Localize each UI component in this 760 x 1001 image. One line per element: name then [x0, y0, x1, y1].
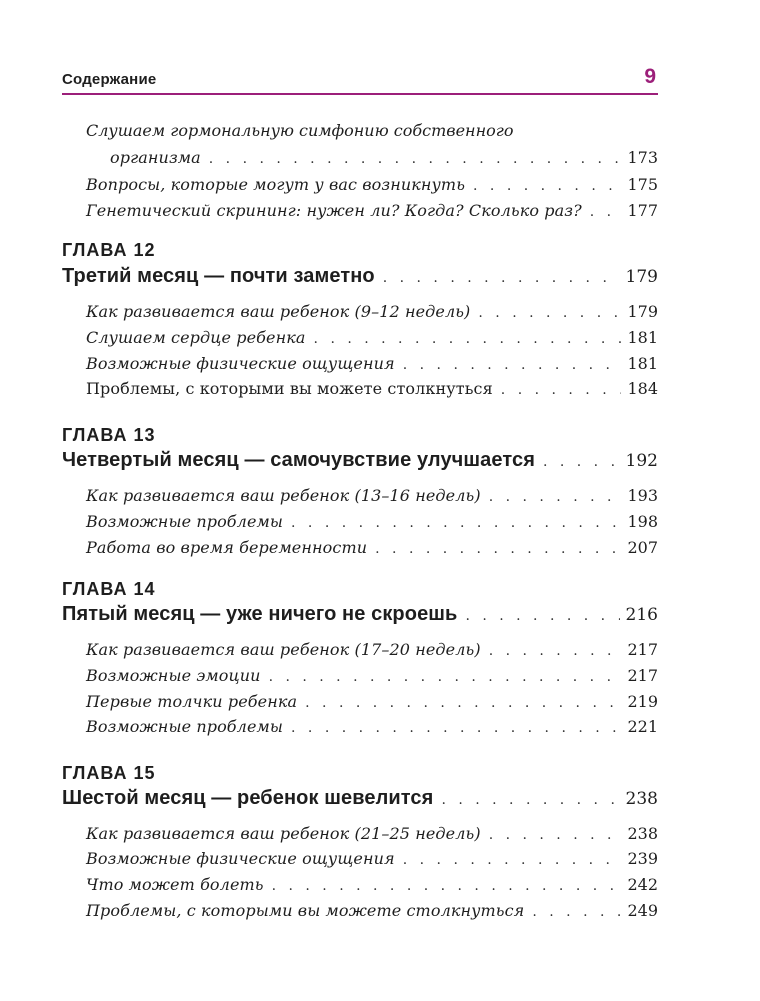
chapter-label: ГЛАВА 14	[62, 579, 156, 599]
toc-entry-title: Что может болеть	[86, 875, 264, 894]
dot-leader	[403, 852, 622, 868]
toc-entry-title: Возможные проблемы	[86, 717, 284, 736]
toc-entry-title: Слушаем сердце ребенка	[86, 328, 306, 347]
dot-leader	[465, 608, 619, 624]
chapter-label: ГЛАВА 12	[62, 240, 156, 260]
dot-leader	[489, 827, 622, 843]
chapter-page: 179	[625, 267, 658, 287]
dot-leader	[375, 541, 621, 557]
toc-entry-title: Проблемы, с которыми вы можете столкнуться	[86, 379, 493, 398]
toc-entry	[86, 717, 658, 736]
chapter-title: Шестой месяц — ребенок шевелится	[62, 787, 434, 809]
chapter-title: Третий месяц — почти заметно	[62, 265, 375, 287]
dot-leader	[305, 695, 621, 711]
toc-entry-title: Проблемы, с которыми вы можете столкнуться	[86, 901, 525, 920]
toc-entry-title: Вопросы, которые могут у вас возникнуть	[86, 175, 466, 194]
toc-entry	[86, 849, 658, 868]
toc-entry-title: Возможные эмоции	[86, 666, 261, 685]
chapter-title: Четвертый месяц — самочувствие улучшается	[62, 449, 535, 471]
toc-entry-title: Как развивается ваш ребенок (21–25 недель)	[86, 824, 481, 843]
toc-entry-page: 179	[627, 302, 658, 321]
chapter-heading	[62, 603, 658, 626]
toc-entry	[86, 175, 658, 194]
dot-leader	[543, 454, 620, 470]
chapter-label: ГЛАВА 15	[62, 763, 156, 783]
toc-entry-page: 221	[627, 717, 658, 736]
dot-leader	[291, 720, 621, 736]
toc-entry	[86, 486, 658, 505]
toc-entry-title: организма	[110, 148, 201, 167]
toc-entry	[86, 640, 658, 659]
chapter-title: Пятый месяц — уже ничего не скроешь	[62, 603, 458, 625]
chapter-heading	[62, 787, 658, 810]
dot-leader	[532, 904, 621, 920]
dot-leader	[501, 382, 622, 398]
toc-entry-page: 217	[627, 640, 658, 659]
dot-leader	[590, 204, 622, 220]
chapter-page: 216	[625, 605, 658, 625]
toc-entry-page: 217	[627, 666, 658, 685]
toc-entry-title: Первые толчки ребенка	[86, 692, 298, 711]
dot-leader	[291, 515, 621, 531]
header-rule	[62, 93, 658, 95]
dot-leader	[403, 357, 622, 373]
toc-entry	[86, 302, 658, 321]
dot-leader	[209, 151, 622, 167]
toc-entry-page: 173	[627, 148, 658, 167]
toc-entry	[86, 328, 658, 347]
page-number: 9	[644, 65, 656, 88]
toc-entry	[86, 354, 658, 373]
chapter-heading	[62, 265, 658, 288]
chapter-heading	[62, 449, 658, 472]
dot-leader	[272, 878, 622, 894]
section-title: Содержание	[62, 71, 157, 88]
toc-entry-title: Как развивается ваш ребенок (17–20 недель)	[86, 640, 481, 659]
toc-entry	[86, 901, 658, 920]
dot-leader	[383, 270, 620, 286]
toc-entry-page: 198	[627, 512, 658, 531]
dot-leader	[441, 792, 619, 808]
toc-entry-page: 219	[627, 692, 658, 711]
chapter-label: ГЛАВА 13	[62, 425, 156, 445]
toc-entry-title: Слушаем гормональную симфонию собственного	[86, 121, 514, 140]
toc-entry-page: 177	[627, 201, 658, 220]
toc-entry-page: 207	[627, 538, 658, 557]
running-head	[62, 66, 658, 92]
toc-entry	[86, 512, 658, 531]
toc-entry-title: Возможные физические ощущения	[86, 354, 395, 373]
toc-entry-title: Работа во время беременности	[86, 538, 368, 557]
toc-entry	[86, 824, 658, 843]
toc-entry-page: 184	[627, 379, 658, 398]
toc-entry-page: 238	[627, 824, 658, 843]
chapter-page: 238	[625, 789, 658, 809]
toc-entry	[110, 148, 658, 167]
dot-leader	[478, 305, 621, 321]
toc-entry-title: Возможные физические ощущения	[86, 849, 395, 868]
toc-entry-title: Генетический скрининг: нужен ли? Когда? Сколько раз?	[86, 201, 582, 220]
toc-entry	[86, 379, 658, 398]
toc-entry	[86, 692, 658, 711]
dot-leader	[489, 643, 622, 659]
toc-entry-page: 249	[627, 901, 658, 920]
toc-entry-title: Возможные проблемы	[86, 512, 284, 531]
dot-leader	[269, 669, 622, 685]
toc-entry-page: 181	[627, 328, 658, 347]
toc-entry	[86, 875, 658, 894]
chapter-page: 192	[625, 451, 658, 471]
toc-entry-title: Как развивается ваш ребенок (13–16 недель)	[86, 486, 481, 505]
toc-entry-page: 242	[627, 875, 658, 894]
toc-entry	[86, 538, 658, 557]
toc-entry-page: 181	[627, 354, 658, 373]
dot-leader	[489, 489, 622, 505]
toc-entry-page: 175	[627, 175, 658, 194]
toc-entry	[86, 666, 658, 685]
dot-leader	[473, 178, 621, 194]
toc-entry-page: 239	[627, 849, 658, 868]
toc-entry	[86, 201, 658, 220]
dot-leader	[314, 331, 622, 347]
toc-entry-title: Как развивается ваш ребенок (9–12 недель)	[86, 302, 471, 321]
toc-entry-page: 193	[627, 486, 658, 505]
